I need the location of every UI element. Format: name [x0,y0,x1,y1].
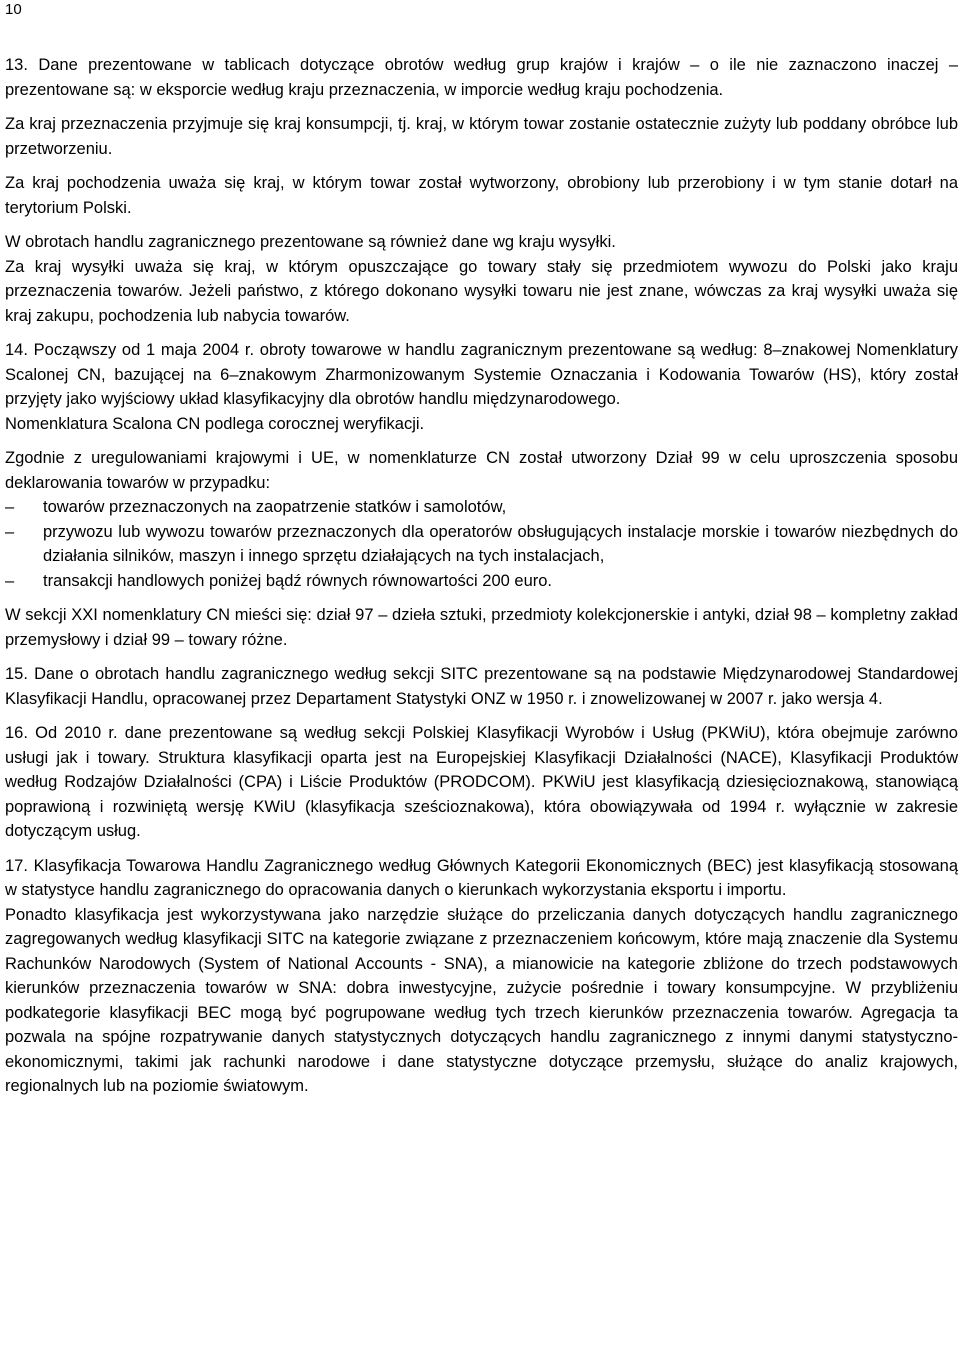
paragraph-13: 13. Dane prezentowane w tablicach dotyczące obrotów według grup krajów i krajów – o ile nie zaznaczono inaczej – prezentowane są: w eksporcie według kraju przeznaczenia, w imporcie według kraju pochodzenia. [5,56,958,99]
paragraph-cn-verification: Nomenklatura Scalona CN podlega corocznej weryfikacji. [5,414,425,433]
dash-list [5,495,958,593]
paragraph-dispatch-country: Za kraj wysyłki uważa się kraj, w którym opuszczające go towary stały się przedmiotem wywozu do Polski jako kraju przeznaczenia towarów. Jeżeli państwo, z którego dokonano wysyłki towaru nie jest znane, wówczas za kraj wysyłki uważa się kraj zakupu, pochodzenia lub nabycia towarów. [5,257,958,325]
paragraph-division-99: Zgodnie z uregulowaniami krajowymi i UE, w nomenklaturze CN został utworzony Dział 99 w celu uproszczenia sposobu deklarowania towarów w przypadku: [5,449,958,492]
paragraph-15: 15. Dane o obrotach handlu zagranicznego według sekcji SITC prezentowane są na podstawie Międzynarodowej Standardowej Klasyfikacji Handlu, opracowanej przez Departament Statystyki ONZ w 1950 r. i znowelizowanej w 2007 r. jako wersja 4. [5,665,958,708]
list-item [5,495,958,520]
paragraph-16: 16. Od 2010 r. dane prezentowane są według sekcji Polskiej Klasyfikacji Wyrobów i Usług (PKWiU), która obejmuje zarówno usługi jak i towary. Struktura klasyfikacji oparta jest na Europejskiej Klasyfikacji Działalności (NACE), Klasyfikacji Produktów według Rodzajów Działalności (CPA) i Liście Produktów (PRODCOM). PKWiU jest klasyfikacją dziesięcioznakową, stanowiącą poprawioną i rozwiniętą wersję KWiU (klasyfikacja sześcioznakowa), która obowiązywała od 1994 r. wyłącznie w zakresie dotyczącym usług. [5,724,958,840]
paragraph-origin-country: Za kraj pochodzenia uważa się kraj, w którym towar został wytworzony, obrobiony lub przerobiony i w tym stanie dotarł na terytorium Polski. [5,174,958,217]
paragraph-bec-conversion: Ponadto klasyfikacja jest wykorzystywana jako narzędzie służące do przeliczania danych dotyczących handlu zagranicznego zagregowanych według klasyfikacji SITC na kategorie związane z przeznaczeniem końcowym, które mają znaczenie dla Systemu Rachunków Narodowych (System of National Accounts - SNA), a mianowicie na kategorie zbliżone do trzech podstawowych kierunków przeznaczenia towarów w SNA: dobra inwestycyjne, zużycie pośrednie i towary konsumpcyjne. W przybliżeniu podkategorie klasyfikacji BEC mogą być pogrupowane według tych trzech kierunków przeznaczenia towarów. Agregacja ta pozwala na spójne rozpatrywanie danych statystycznych dotyczących handlu zagranicznego z innymi danymi statystyczno-ekonomicznymi, takimi jak rachunki narodowe i dane statystyczne dotyczące przemysłu, służące do analiz krajowych, regionalnych lub na poziomie światowym. [5,905,958,1095]
list-item-text: towarów przeznaczonych na zaopatrzenie statków i samolotów, [43,498,507,516]
page-number: 10 [5,1,22,18]
paragraph-dispatch-data: W obrotach handlu zagranicznego prezentowane są również dane wg kraju wysyłki. [5,233,616,251]
paragraph-section-xxi: W sekcji XXI nomenklatury CN mieści się: dział 97 – dzieła sztuki, przedmioty kolekcjonerskie i antyki, dział 98 – kompletny zakład przemysłowy i dział 99 – towary różne. [5,606,958,649]
list-dash: – [5,571,15,590]
paragraph-destination-country: Za kraj przeznaczenia przyjmuje się kraj konsumpcji, tj. kraj, w którym towar zostanie ostatecznie zużyty lub poddany obróbce lub przetworzeniu. [5,115,958,158]
list-item-text: transakcji handlowych poniżej bądź równych równowartości 200 euro. [43,571,553,590]
list-item-text: przywozu lub wywozu towarów przeznaczonych dla operatorów obsługujących instalacje morskie i towarów niezbędnych do działania silników, maszyn i innego sprzętu działających na tych instalacjach, [43,522,958,565]
list-item [5,520,958,569]
paragraph-17: 17. Klasyfikacja Towarowa Handlu Zagranicznego według Głównych Kategorii Ekonomicznych (BEC) jest klasyfikacją stosowaną w statystyce handlu zagranicznego do opracowania danych o kierunkach wykorzystania eksportu i importu. [5,856,958,899]
paragraph-14: 14. Począwszy od 1 maja 2004 r. obroty towarowe w handlu zagranicznym prezentowane są według: 8–znakowej Nomenklatury Scalonej CN, bazującej na 6–znakowym Zharmonizowanym Systemie Oznaczania i Kodowania Towarów (HS), który został przyjęty jako wyjściowy układ klasyfikacyjny dla obrotów handlu międzynarodowego. [5,341,958,408]
list-dash: – [5,498,15,516]
list-dash: – [5,522,15,541]
list-item [5,569,958,594]
document-body [5,53,958,1099]
